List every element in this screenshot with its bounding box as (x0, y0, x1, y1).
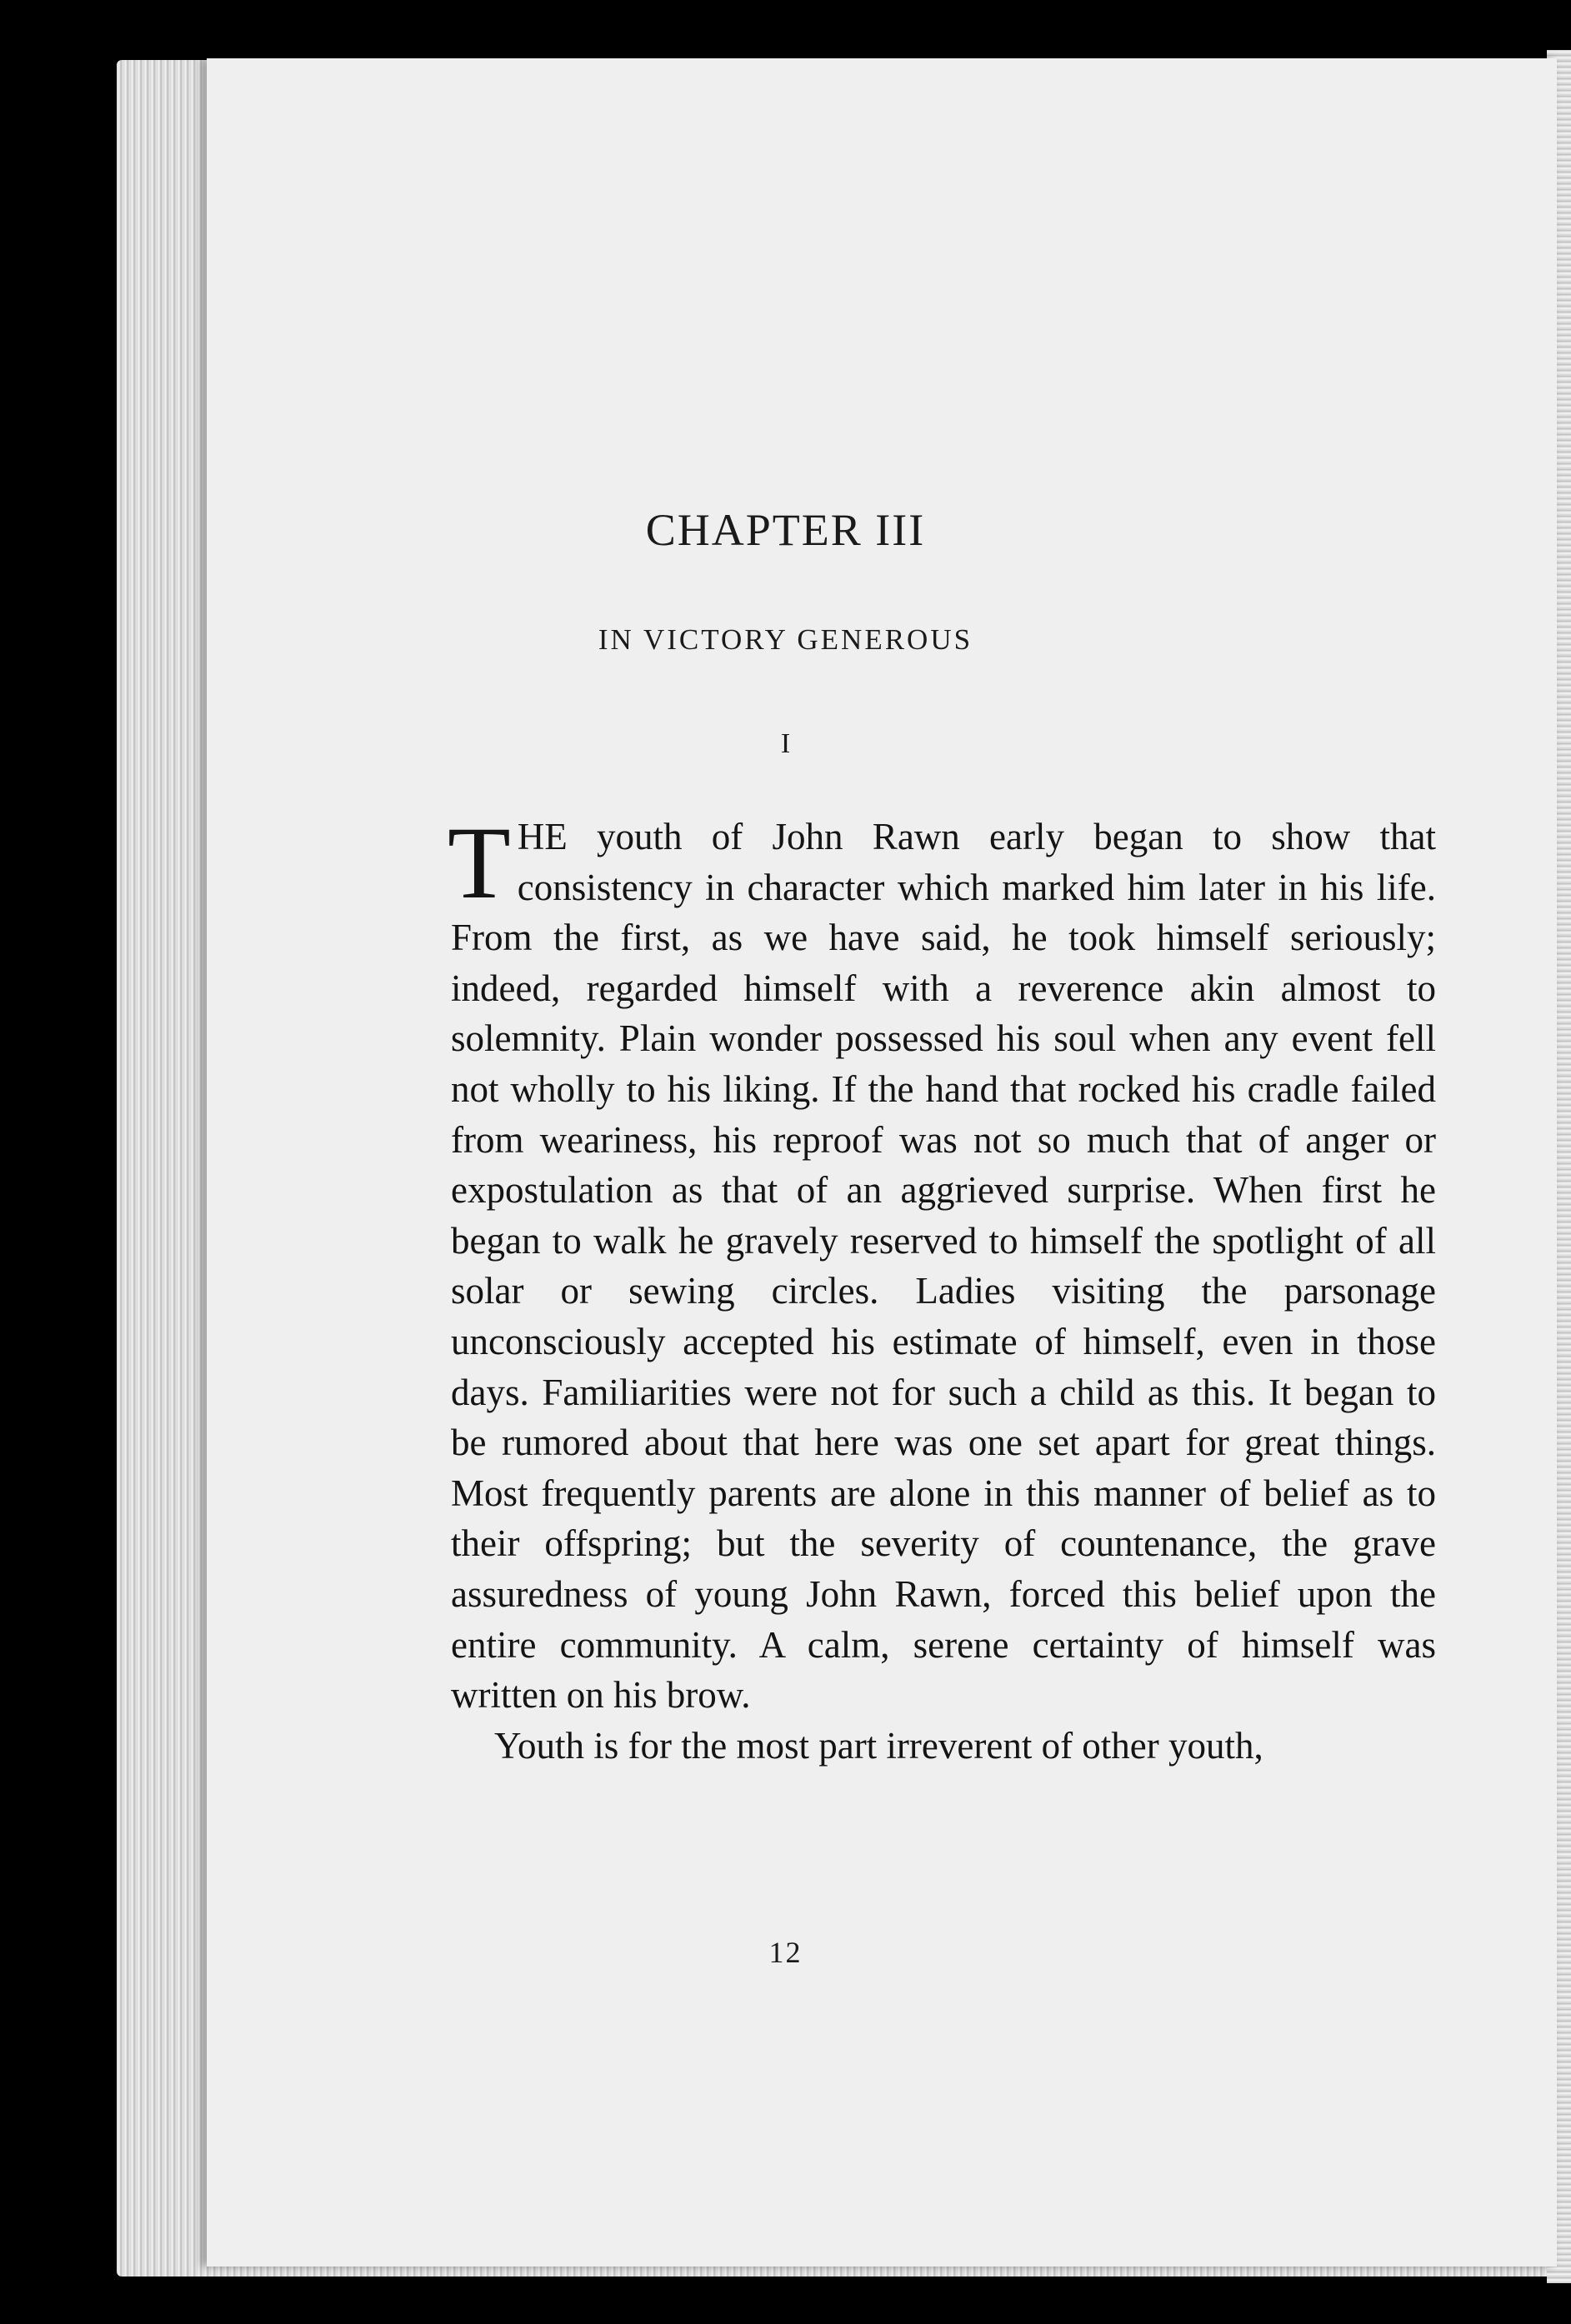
paragraph-1-text: HE youth of John Rawn early began to show that consistency in character which marked him later in his life. From the first, as we have said, he took himself seriously; indeed, regarded himself with a reverence akin almost to solemnity. Plain wonder possessed his soul when any event fell not wholly to his liking. If the hand that rocked his cradle failed from weariness, his reproof was not so much that of anger or expostulation as that of an aggrieved surprise. When first he began to walk he gravely reserved to himself the spotlight of all solar or sewing circles. Ladies visiting the parsonage unconsciously accepted his estimate of himself, even in those days. Familiarities were not for such a child as this. It began to be rumored about that here was one set apart for great things. Most frequently parents are alone in this manner of belief as to their offspring; but the severity of countenance, the grave assuredness of young John Rawn, forced this belief upon the entire community. A calm, serene certainty of himself was written on his brow. (451, 816, 1436, 1717)
drop-cap: T (448, 806, 511, 920)
paragraph-1 (448, 806, 1436, 1721)
body-text (448, 806, 1436, 1771)
paragraph-2: Youth is for the most part irreverent of other youth, (494, 1724, 1263, 1767)
chapter-title: CHAPTER III (645, 505, 926, 555)
chapter-subtitle: IN VICTORY GENEROUS (598, 623, 973, 656)
page-number: 12 (768, 1936, 803, 1969)
section-number: I (780, 728, 791, 759)
